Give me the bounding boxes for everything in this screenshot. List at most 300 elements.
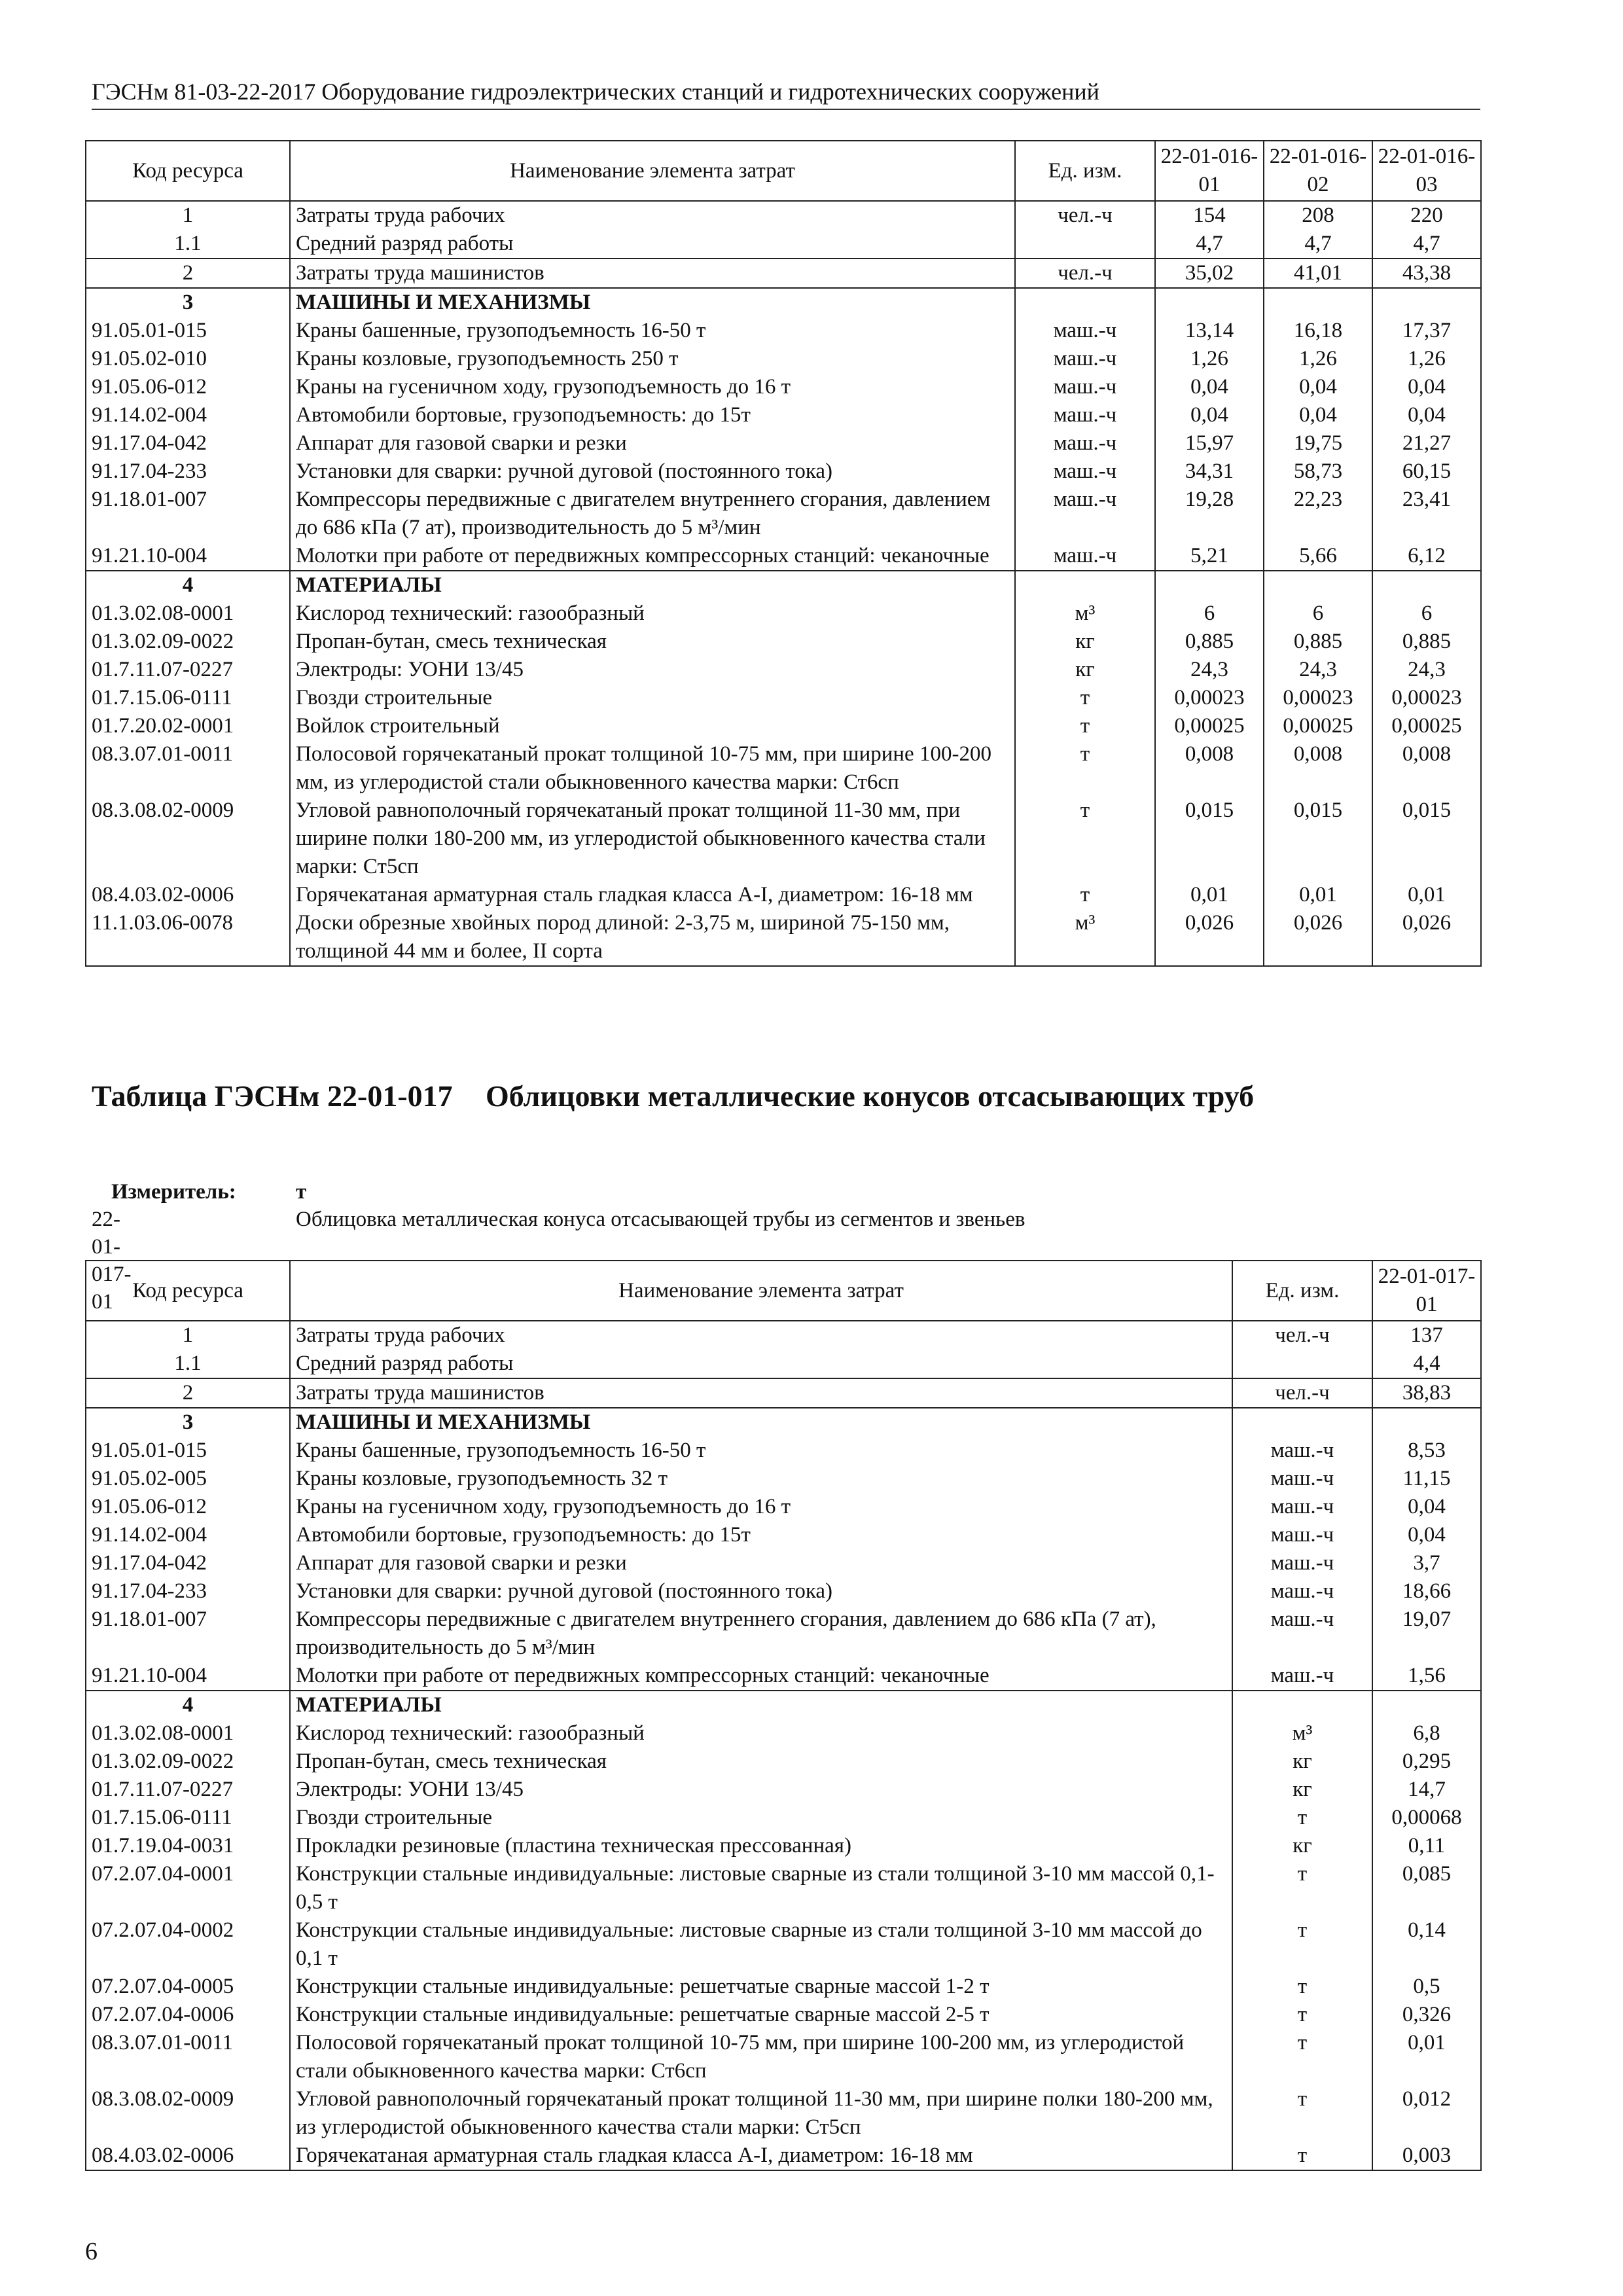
value-cell-1: 19,07 [1372, 1605, 1481, 1662]
column-header-unit: Ед. изм. [1232, 1261, 1372, 1321]
resource-name-cell: Пропан-бутан, смесь техническая [290, 1748, 1232, 1776]
value-cell-1: 3,7 [1372, 1549, 1481, 1577]
unit-cell: кг [1015, 656, 1155, 684]
resource-code-cell: 01.7.15.06-0111 [86, 684, 290, 712]
value-cell-2: 208 [1264, 201, 1372, 230]
value-cell-1: 0,00023 [1155, 684, 1264, 712]
resource-name-cell: Кислород технический: газообразный [290, 1719, 1232, 1748]
value-cell-2: 0,015 [1264, 797, 1372, 881]
resource-name-cell: Краны на гусеничном ходу, грузоподъемность до 16 т [290, 373, 1015, 401]
unit-cell: маш.-ч [1015, 317, 1155, 345]
resource-code-cell: 01.7.11.07-0227 [86, 1776, 290, 1804]
unit-cell: т [1015, 740, 1155, 797]
column-header-code: Код ресурса [86, 1261, 290, 1321]
unit-cell: чел.-ч [1015, 259, 1155, 288]
unit-cell [1232, 1408, 1372, 1437]
value-cell-2: 0,04 [1264, 401, 1372, 429]
resource-code-cell: 91.05.06-012 [86, 373, 290, 401]
value-cell-1: 11,15 [1372, 1465, 1481, 1493]
resource-name-cell: Затраты труда машинистов [290, 1378, 1232, 1408]
value-cell-1: 34,31 [1155, 457, 1264, 486]
resource-code-cell: 01.7.20.02-0001 [86, 712, 290, 740]
value-cell-3: 6 [1372, 600, 1481, 628]
table-row [86, 457, 1481, 486]
unit-cell: маш.-ч [1232, 1662, 1372, 1691]
unit-cell: маш.-ч [1232, 1465, 1372, 1493]
value-cell-1: 0,085 [1372, 1860, 1481, 1916]
table-body [86, 1321, 1481, 2170]
resource-code-cell: 08.4.03.02-0006 [86, 881, 290, 909]
resource-name-cell: Электроды: УОНИ 13/45 [290, 656, 1015, 684]
column-header-norm-01: 22-01-016-01 [1155, 141, 1264, 201]
table-row [86, 1916, 1481, 1973]
resource-code-cell: 91.05.01-015 [86, 317, 290, 345]
table-row [86, 1662, 1481, 1691]
column-header-code: Код ресурса [86, 141, 290, 201]
table-row [86, 373, 1481, 401]
table-row [86, 1973, 1481, 2001]
table-row [86, 1549, 1481, 1577]
value-cell-1: 38,83 [1372, 1378, 1481, 1408]
value-cell-1 [1372, 1691, 1481, 1719]
resource-name-cell: Горячекатаная арматурная сталь гладкая класса А-I, диаметром: 16-18 мм [290, 2142, 1232, 2170]
value-cell-2: 4,7 [1264, 230, 1372, 259]
value-cell-1: 0,008 [1155, 740, 1264, 797]
resource-code-cell: 91.18.01-007 [86, 486, 290, 542]
value-cell-1: 0,012 [1372, 2085, 1481, 2142]
value-cell-1 [1155, 288, 1264, 317]
value-cell-2: 0,04 [1264, 373, 1372, 401]
value-cell-3: 0,01 [1372, 881, 1481, 909]
table-row [86, 1691, 1481, 1719]
resource-name-cell: Компрессоры передвижные с двигателем внутреннего сгорания, давлением до 686 кПа (7 ат), производительность до 5 м³/мин [290, 486, 1015, 542]
column-header-unit: Ед. изм. [1015, 141, 1155, 201]
unit-cell: т [1232, 1916, 1372, 1973]
value-cell-3: 220 [1372, 201, 1481, 230]
unit-cell: т [1232, 2029, 1372, 2085]
resource-code-cell: 1.1 [86, 230, 290, 259]
resource-name-cell: Затраты труда рабочих [290, 1321, 1232, 1350]
table-row [86, 684, 1481, 712]
unit-cell: маш.-ч [1015, 486, 1155, 542]
resource-code-cell: 07.2.07.04-0001 [86, 1860, 290, 1916]
value-cell-3: 43,38 [1372, 259, 1481, 288]
resource-name-cell: Компрессоры передвижные с двигателем внутреннего сгорания, давлением до 686 кПа (7 ат), производительность до 5 м³/мин [290, 1605, 1232, 1662]
unit-cell: маш.-ч [1232, 1437, 1372, 1465]
value-cell-3: 6,12 [1372, 542, 1481, 571]
unit-cell [1015, 288, 1155, 317]
resource-name-cell: Конструкции стальные индивидуальные: решетчатые сварные массой 2-5 т [290, 2001, 1232, 2029]
table-row [86, 656, 1481, 684]
value-cell-1: 35,02 [1155, 259, 1264, 288]
value-cell-2: 0,01 [1264, 881, 1372, 909]
table-row [86, 2029, 1481, 2085]
value-cell-1: 137 [1372, 1321, 1481, 1350]
resource-name-cell: Полосовой горячекатаный прокат толщиной 10-75 мм, при ширине 100-200 мм, из углеродистой стали обыкновенного качества марки: Ст6сп [290, 2029, 1232, 2085]
unit-cell: т [1232, 2085, 1372, 2142]
table-row [86, 1832, 1481, 1860]
resource-code-cell: 1.1 [86, 1350, 290, 1378]
value-cell-1 [1155, 571, 1264, 600]
value-cell-1: 0,11 [1372, 1832, 1481, 1860]
resource-code-cell: 07.2.07.04-0006 [86, 2001, 290, 2029]
resource-name-cell: МАШИНЫ И МЕХАНИЗМЫ [290, 1408, 1232, 1437]
unit-cell: т [1015, 684, 1155, 712]
value-cell-1: 0,04 [1372, 1521, 1481, 1549]
value-cell-1: 0,295 [1372, 1748, 1481, 1776]
resource-name-cell: Установки для сварки: ручной дуговой (постоянного тока) [290, 1577, 1232, 1605]
table-row [86, 1804, 1481, 1832]
value-cell-3: 0,885 [1372, 628, 1481, 656]
unit-cell: кг [1232, 1748, 1372, 1776]
resource-name-cell: Установки для сварки: ручной дуговой (постоянного тока) [290, 457, 1015, 486]
column-header-norm-01: 22-01-017-01 [1372, 1261, 1481, 1321]
table-row [86, 1860, 1481, 1916]
resource-code-cell: 08.3.07.01-0011 [86, 740, 290, 797]
resource-code-cell: 3 [86, 1408, 290, 1437]
resource-name-cell: Молотки при работе от передвижных компрессорных станций: чеканочные [290, 542, 1015, 571]
unit-cell: маш.-ч [1015, 429, 1155, 457]
resource-name-cell: Горячекатаная арматурная сталь гладкая класса А-I, диаметром: 16-18 мм [290, 881, 1015, 909]
value-cell-2: 0,008 [1264, 740, 1372, 797]
resource-code-cell: 01.3.02.09-0022 [86, 628, 290, 656]
value-cell-1: 1,56 [1372, 1662, 1481, 1691]
resource-name-cell: Угловой равнополочный горячекатаный прокат толщиной 11-30 мм, при ширине полки 180-200 мм, из углеродистой обыкновенного качества стали марки: Ст5сп [290, 797, 1015, 881]
value-cell-1: 0,885 [1155, 628, 1264, 656]
table-row [86, 797, 1481, 881]
resource-name-cell: Затраты труда машинистов [290, 259, 1015, 288]
norm-code: 22-01-017-01 [92, 1208, 132, 1314]
value-cell-1: 6 [1155, 600, 1264, 628]
table-row [86, 486, 1481, 542]
resource-code-cell: 91.17.04-233 [86, 457, 290, 486]
value-cell-2: 1,26 [1264, 345, 1372, 373]
unit-cell: маш.-ч [1015, 345, 1155, 373]
unit-cell: м³ [1015, 909, 1155, 966]
unit-cell: маш.-ч [1015, 457, 1155, 486]
value-cell-1: 0,00025 [1155, 712, 1264, 740]
value-cell-2 [1264, 288, 1372, 317]
resource-name-cell: Аппарат для газовой сварки и резки [290, 1549, 1232, 1577]
resource-code-cell: 91.17.04-233 [86, 1577, 290, 1605]
value-cell-1: 18,66 [1372, 1577, 1481, 1605]
resource-name-cell: Автомобили бортовые, грузоподъемность: до 15т [290, 1521, 1232, 1549]
value-cell-2: 16,18 [1264, 317, 1372, 345]
unit-cell: т [1232, 1860, 1372, 1916]
table-row [86, 1321, 1481, 1350]
unit-cell: маш.-ч [1232, 1577, 1372, 1605]
value-cell-2: 6 [1264, 600, 1372, 628]
value-cell-3: 0,04 [1372, 373, 1481, 401]
table-row [86, 1350, 1481, 1378]
table-title-id: Таблица ГЭСНм 22-01-017 [92, 1079, 453, 1113]
resource-table-22-01-017 [85, 1260, 1482, 2171]
resource-name-cell: МАТЕРИАЛЫ [290, 571, 1015, 600]
value-cell-2: 0,00025 [1264, 712, 1372, 740]
unit-cell: чел.-ч [1232, 1378, 1372, 1408]
resource-code-cell: 01.7.11.07-0227 [86, 656, 290, 684]
table-row [86, 542, 1481, 571]
unit-cell: маш.-ч [1232, 1549, 1372, 1577]
table-row [86, 2142, 1481, 2170]
value-cell-1: 0,003 [1372, 2142, 1481, 2170]
value-cell-3: 4,7 [1372, 230, 1481, 259]
resource-code-cell: 91.21.10-004 [86, 1662, 290, 1691]
resource-code-cell: 08.3.08.02-0009 [86, 2085, 290, 2142]
table-row [86, 712, 1481, 740]
value-cell-1: 8,53 [1372, 1437, 1481, 1465]
table-row [86, 1465, 1481, 1493]
value-cell-1: 0,5 [1372, 1973, 1481, 2001]
resource-name-cell: Средний разряд работы [290, 230, 1015, 259]
table-row [86, 628, 1481, 656]
value-cell-3: 0,00023 [1372, 684, 1481, 712]
resource-code-cell: 01.3.02.08-0001 [86, 1719, 290, 1748]
meter-unit: т [296, 1180, 307, 1204]
resource-code-cell: 08.4.03.02-0006 [86, 2142, 290, 2170]
resource-code-cell: 2 [86, 259, 290, 288]
value-cell-2: 24,3 [1264, 656, 1372, 684]
resource-code-cell: 2 [86, 1378, 290, 1408]
table-row [86, 1408, 1481, 1437]
table-row [86, 429, 1481, 457]
value-cell-3: 21,27 [1372, 429, 1481, 457]
table-row [86, 401, 1481, 429]
table-row [86, 259, 1481, 288]
resource-name-cell: Молотки при работе от передвижных компрессорных станций: чеканочные [290, 1662, 1232, 1691]
unit-cell: чел.-ч [1015, 201, 1155, 230]
table-title-name: Облицовки металлические конусов отсасывающих труб [486, 1079, 1255, 1113]
value-cell-3: 0,008 [1372, 740, 1481, 797]
resource-name-cell: Аппарат для газовой сварки и резки [290, 429, 1015, 457]
resource-code-cell: 1 [86, 1321, 290, 1350]
resource-code-cell: 07.2.07.04-0002 [86, 1916, 290, 1973]
value-cell-2: 41,01 [1264, 259, 1372, 288]
value-cell-1: 15,97 [1155, 429, 1264, 457]
table-row [86, 909, 1481, 966]
resource-name-cell: Гвозди строительные [290, 1804, 1232, 1832]
resource-code-cell: 01.7.19.04-0031 [86, 1832, 290, 1860]
resource-code-cell: 91.17.04-042 [86, 429, 290, 457]
value-cell-1: 154 [1155, 201, 1264, 230]
unit-cell: т [1015, 797, 1155, 881]
column-header-norm-03: 22-01-016-03 [1372, 141, 1481, 201]
resource-name-cell: Затраты труда рабочих [290, 201, 1015, 230]
value-cell-1: 14,7 [1372, 1776, 1481, 1804]
value-cell-2 [1264, 571, 1372, 600]
table-row [86, 1378, 1481, 1408]
value-cell-1: 0,01 [1155, 881, 1264, 909]
resource-code-cell: 11.1.03.06-0078 [86, 909, 290, 966]
resource-code-cell: 91.05.06-012 [86, 1493, 290, 1521]
value-cell-2: 0,885 [1264, 628, 1372, 656]
table-row [86, 288, 1481, 317]
unit-cell: кг [1232, 1832, 1372, 1860]
table-row [86, 1719, 1481, 1748]
value-cell-3: 24,3 [1372, 656, 1481, 684]
table-body [86, 201, 1481, 966]
table-row [86, 881, 1481, 909]
resource-name-cell: Краны на гусеничном ходу, грузоподъемность до 16 т [290, 1493, 1232, 1521]
value-cell-1: 0,04 [1155, 373, 1264, 401]
resource-name-cell: Гвозди строительные [290, 684, 1015, 712]
resource-code-cell: 01.3.02.08-0001 [86, 600, 290, 628]
value-cell-1: 0,00068 [1372, 1804, 1481, 1832]
value-cell-3: 1,26 [1372, 345, 1481, 373]
table-row [86, 1605, 1481, 1662]
value-cell-3: 0,015 [1372, 797, 1481, 881]
unit-cell [1015, 571, 1155, 600]
table-row [86, 600, 1481, 628]
resource-code-cell: 3 [86, 288, 290, 317]
meter-label: Измеритель: [111, 1180, 236, 1204]
table-row [86, 1748, 1481, 1776]
unit-cell: кг [1232, 1776, 1372, 1804]
resource-name-cell: Краны козловые, грузоподъемность 250 т [290, 345, 1015, 373]
value-cell-2: 0,026 [1264, 909, 1372, 966]
resource-code-cell: 07.2.07.04-0005 [86, 1973, 290, 2001]
resource-name-cell: Электроды: УОНИ 13/45 [290, 1776, 1232, 1804]
table-row [86, 317, 1481, 345]
value-cell-1: 0,14 [1372, 1916, 1481, 1973]
value-cell-1: 0,026 [1155, 909, 1264, 966]
value-cell-3: 23,41 [1372, 486, 1481, 542]
norm-description: Облицовка металлическая конуса отсасывающей трубы из сегментов и звеньев [296, 1208, 1026, 1231]
resource-code-cell: 01.7.15.06-0111 [86, 1804, 290, 1832]
resource-name-cell: Конструкции стальные индивидуальные: листовые сварные из стали толщиной 3-10 мм массой 0,1-0,5 т [290, 1860, 1232, 1916]
table-row [86, 1437, 1481, 1465]
resource-code-cell: 91.14.02-004 [86, 401, 290, 429]
table-header-row [86, 141, 1481, 201]
resource-code-cell: 91.05.02-005 [86, 1465, 290, 1493]
value-cell-1: 0,326 [1372, 2001, 1481, 2029]
value-cell-3: 17,37 [1372, 317, 1481, 345]
table-row [86, 201, 1481, 230]
unit-cell: маш.-ч [1015, 401, 1155, 429]
resource-name-cell: Войлок строительный [290, 712, 1015, 740]
column-header-norm-02: 22-01-016-02 [1264, 141, 1372, 201]
column-header-name: Наименование элемента затрат [290, 141, 1015, 201]
value-cell-3: 0,026 [1372, 909, 1481, 966]
resource-name-cell: Конструкции стальные индивидуальные: решетчатые сварные массой 1-2 т [290, 1973, 1232, 2001]
table-row [86, 230, 1481, 259]
resource-code-cell: 08.3.07.01-0011 [86, 2029, 290, 2085]
table-row [86, 345, 1481, 373]
unit-cell: т [1232, 1973, 1372, 2001]
unit-cell: маш.-ч [1015, 373, 1155, 401]
unit-cell [1015, 230, 1155, 259]
resource-name-cell: Средний разряд работы [290, 1350, 1232, 1378]
value-cell-2: 19,75 [1264, 429, 1372, 457]
value-cell-2: 0,00023 [1264, 684, 1372, 712]
unit-cell: маш.-ч [1232, 1493, 1372, 1521]
resource-code-cell: 91.17.04-042 [86, 1549, 290, 1577]
unit-cell: т [1015, 881, 1155, 909]
resource-name-cell: Конструкции стальные индивидуальные: листовые сварные из стали толщиной 3-10 мм массой до 0,1 т [290, 1916, 1232, 1973]
table-row [86, 1776, 1481, 1804]
resource-name-cell: Полосовой горячекатаный прокат толщиной 10-75 мм, при ширине 100-200 мм, из углеродистой стали обыкновенного качества марки: Ст6сп [290, 740, 1015, 797]
value-cell-2: 22,23 [1264, 486, 1372, 542]
resource-code-cell: 91.14.02-004 [86, 1521, 290, 1549]
value-cell-3: 0,00025 [1372, 712, 1481, 740]
resource-name-cell: Доски обрезные хвойных пород длиной: 2-3,75 м, шириной 75-150 мм, толщиной 44 мм и более, II сорта [290, 909, 1015, 966]
value-cell-1: 0,04 [1372, 1493, 1481, 1521]
resource-name-cell: Пропан-бутан, смесь техническая [290, 628, 1015, 656]
unit-cell: м³ [1232, 1719, 1372, 1748]
table-row [86, 1577, 1481, 1605]
value-cell-1: 0,01 [1372, 2029, 1481, 2085]
resource-code-cell: 01.3.02.09-0022 [86, 1748, 290, 1776]
unit-cell: маш.-ч [1232, 1521, 1372, 1549]
table-header-row [86, 1261, 1481, 1321]
unit-cell: маш.-ч [1015, 542, 1155, 571]
table-row [86, 740, 1481, 797]
value-cell-1: 1,26 [1155, 345, 1264, 373]
resource-name-cell: Угловой равнополочный горячекатаный прокат толщиной 11-30 мм, при ширине полки 180-200 мм, из углеродистой обыкновенного качества стали марки: Ст5сп [290, 2085, 1232, 2142]
value-cell-3 [1372, 571, 1481, 600]
value-cell-2: 58,73 [1264, 457, 1372, 486]
value-cell-3: 60,15 [1372, 457, 1481, 486]
table-row [86, 2085, 1481, 2142]
resource-code-cell: 08.3.08.02-0009 [86, 797, 290, 881]
table-row [86, 1493, 1481, 1521]
unit-cell: маш.-ч [1232, 1605, 1372, 1662]
page-header: ГЭСНм 81-03-22-2017 Оборудование гидроэлектрических станций и гидротехнических сооружений [92, 77, 1480, 110]
value-cell-1: 4,4 [1372, 1350, 1481, 1378]
table-title [92, 1077, 1486, 1115]
value-cell-1: 24,3 [1155, 656, 1264, 684]
resource-name-cell: Кислород технический: газообразный [290, 600, 1015, 628]
resource-code-cell: 91.21.10-004 [86, 542, 290, 571]
unit-cell: т [1232, 2001, 1372, 2029]
resource-name-cell: Краны козловые, грузоподъемность 32 т [290, 1465, 1232, 1493]
unit-cell: кг [1015, 628, 1155, 656]
resource-code-cell: 1 [86, 201, 290, 230]
value-cell-1: 19,28 [1155, 486, 1264, 542]
value-cell-3 [1372, 288, 1481, 317]
resource-name-cell: МАШИНЫ И МЕХАНИЗМЫ [290, 288, 1015, 317]
page-number: 6 [85, 2238, 98, 2265]
value-cell-1: 6,8 [1372, 1719, 1481, 1748]
unit-cell: т [1015, 712, 1155, 740]
resource-code-cell: 91.05.02-010 [86, 345, 290, 373]
resource-table-22-01-016 [85, 140, 1482, 967]
table-row [86, 2001, 1481, 2029]
table-row [86, 1521, 1481, 1549]
resource-code-cell: 91.18.01-007 [86, 1605, 290, 1662]
unit-cell: т [1232, 2142, 1372, 2170]
unit-cell: чел.-ч [1232, 1321, 1372, 1350]
unit-cell: т [1232, 1804, 1372, 1832]
column-header-name: Наименование элемента затрат [290, 1261, 1232, 1321]
resource-name-cell: Краны башенные, грузоподъемность 16-50 т [290, 317, 1015, 345]
value-cell-1: 5,21 [1155, 542, 1264, 571]
unit-cell: м³ [1015, 600, 1155, 628]
resource-code-cell: 4 [86, 571, 290, 600]
resource-name-cell: Автомобили бортовые, грузоподъемность: до 15т [290, 401, 1015, 429]
resource-name-cell: МАТЕРИАЛЫ [290, 1691, 1232, 1719]
resource-code-cell: 91.05.01-015 [86, 1437, 290, 1465]
value-cell-2: 5,66 [1264, 542, 1372, 571]
resource-name-cell: Прокладки резиновые (пластина техническая прессованная) [290, 1832, 1232, 1860]
value-cell-3: 0,04 [1372, 401, 1481, 429]
value-cell-1: 0,04 [1155, 401, 1264, 429]
resource-name-cell: Краны башенные, грузоподъемность 16-50 т [290, 1437, 1232, 1465]
value-cell-1: 4,7 [1155, 230, 1264, 259]
table-row [86, 571, 1481, 600]
value-cell-1: 0,015 [1155, 797, 1264, 881]
value-cell-1: 13,14 [1155, 317, 1264, 345]
